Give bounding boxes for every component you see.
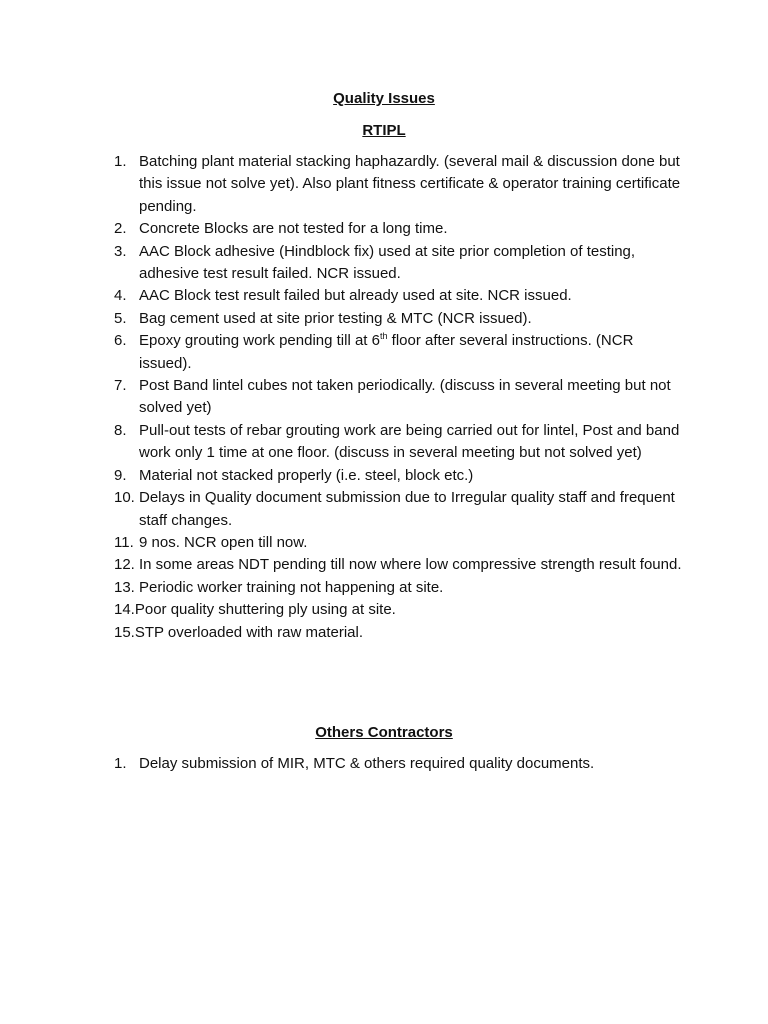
item-text-part: Epoxy grouting work pending till at 6 <box>139 332 380 350</box>
list-item <box>114 218 684 240</box>
list-item <box>114 151 684 218</box>
item-text: Material not stacked properly (i.e. steel, block etc.) <box>139 466 474 484</box>
list-item <box>114 375 684 420</box>
item-text: Periodic worker training not happening at site. <box>139 578 444 596</box>
item-text: Delay submission of MIR, MTC & others required quality documents. <box>139 755 595 772</box>
section-heading-rtipl: RTIPL <box>362 122 406 139</box>
item-number: 6. <box>114 332 127 350</box>
item-text: AAC Block adhesive (Hindblock fix) used at site prior completion of testing, adhesive test result failed. NCR issued. <box>139 242 636 283</box>
item-text: 9 nos. NCR open till now. <box>139 533 308 551</box>
item-text-part: floor after several instructions. (NCR issued). <box>139 332 634 372</box>
rtipl-issue-list <box>114 151 684 644</box>
list-item <box>114 487 684 532</box>
ordinal-suffix: th <box>379 331 388 342</box>
item-text: Concrete Blocks are not tested for a long time. <box>139 220 448 238</box>
list-item <box>114 622 684 644</box>
item-number: 15. <box>114 623 135 641</box>
item-text: Bag cement used at site prior testing & MTC (NCR issued). <box>139 309 532 327</box>
item-number: 7. <box>114 377 127 395</box>
item-text: Batching plant material stacking haphazardly. (several mail & discussion done but this issue not solve yet). Also plant fitness certificate & operator training certificate pending. <box>139 153 681 215</box>
item-text: Poor quality shuttering ply using at site. <box>134 601 396 619</box>
list-item <box>114 753 684 775</box>
item-number: 9. <box>114 466 127 484</box>
item-number: 1. <box>114 153 127 170</box>
list-item <box>114 330 684 375</box>
item-number: 1. <box>114 755 127 772</box>
list-item <box>114 599 684 621</box>
item-text: STP overloaded with raw material. <box>134 623 364 641</box>
item-number: 4. <box>114 287 127 305</box>
list-item <box>114 420 684 465</box>
list-item <box>114 577 684 599</box>
section-heading-others: Others Contractors <box>315 724 453 741</box>
list-item <box>114 532 684 554</box>
item-number: 10. <box>114 489 135 507</box>
item-number: 2. <box>114 220 127 238</box>
item-text: Post Band lintel cubes not taken periodically. (discuss in several meeting but not solved yet) <box>139 377 671 417</box>
item-number: 13. <box>114 578 135 596</box>
item-number: 8. <box>114 421 127 439</box>
item-text: Delays in Quality document submission due to Irregular quality staff and frequent staff changes. <box>139 489 675 529</box>
item-number: 14. <box>114 601 135 619</box>
list-item <box>114 554 684 576</box>
list-item <box>114 465 684 487</box>
others-issue-list <box>114 753 684 775</box>
item-number: 12. <box>114 556 135 574</box>
list-item <box>114 241 684 286</box>
list-item <box>114 308 684 330</box>
page-title: Quality Issues <box>333 90 435 107</box>
item-text: In some areas NDT pending till now where low compressive strength result found. <box>139 556 682 574</box>
item-number: 3. <box>114 242 127 260</box>
item-number: 5. <box>114 309 127 327</box>
item-text: Pull-out tests of rebar grouting work are being carried out for lintel, Post and band work only 1 time at one floor. (discuss in several meeting but not solved yet) <box>139 421 680 462</box>
item-number: 11. <box>114 533 134 551</box>
item-text: AAC Block test result failed but already used at site. NCR issued. <box>139 287 572 305</box>
item-text <box>139 330 684 375</box>
list-item <box>114 285 684 307</box>
